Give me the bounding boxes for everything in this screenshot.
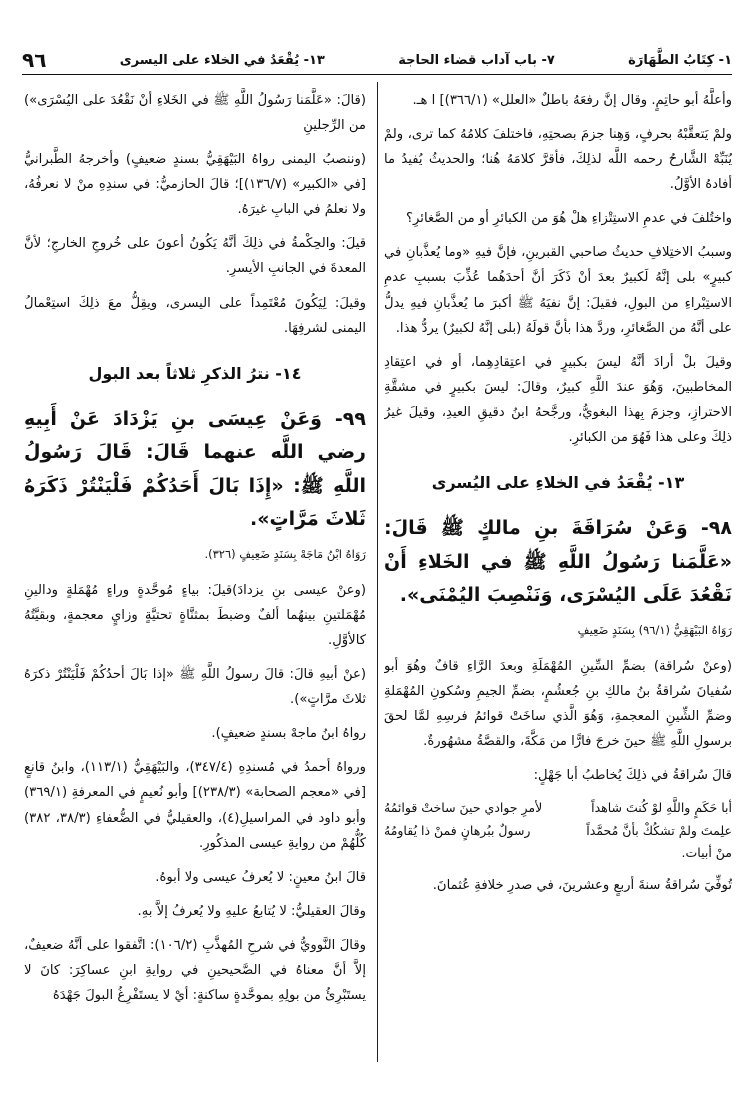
paragraph: وسببُ الاختِلافِ حديثُ صاحبي القبرينِ، فإنَّ فيهِ «وما يُعذَّبانِ في كبيرٍ» بلى إنَّهُ لَكبيرٌ بعدَ أنْ ذَكَرَ أنَّ أحدَهُما عُذِّبَ بسببِ عدمِ الاستِبْراءِ من البولِ، فقيلَ: إنَّ نفيَهُ ﷺ أكبرَ ما يُعذَّبانِ فيهِ يدلُّ على أنَّهُ من الصَّغائرِ، وردَّ هذا بأنَّ قولَهُ (بلى إنَّهُ لكبيرٌ) يردُّ هذا. (384, 245, 732, 336)
paragraph: (قالَ: «عَلَّمَنا رَسُولُ اللَّهِ ﷺ في الخَلاءِ أنْ نَقْعُدَ على اليُسْرَى») من الرِّجلينِ (24, 93, 366, 134)
header-section: ٧- باب آداب قضاء الحاجة (398, 52, 555, 68)
paragraph: قالَ سُراقةُ في ذلِكَ يُخاطبُ أبا جَهْلٍ: (533, 768, 732, 784)
hadith-text: ٩٨- وَعَنْ سُرَاقَةَ بنِ مالكٍ ﷺ قَالَ: «عَلَّمَنا رَسُولُ اللَّهِ ﷺ في الخَلاءِ أَنْ نَقْعُدَ عَلَى اليُسْرَى، وَنَنْصِبَ اليُمْنَى». (384, 517, 732, 606)
poem-verse (384, 797, 732, 820)
poem-hemistich: علِمتَ ولمْ تشكُكْ بأنَّ مُحمَّداً (586, 822, 732, 838)
paragraph: (وعنْ سُراقة) بضمِّ السِّينِ المُهْمَلَةِ وبعدَ الرَّاءِ قافٌ وهُوَ أبو سُفيانَ سُراقةُ بنُ مالكِ بنِ جُعشُمٍ، بضمِّ الجيمِ وسُكونِ المُهْمَلةِ وضمِّ الشِّينِ المعجمةِ، وَهُوَ الَّذي ساخَتْ قوائمُ فرسِهِ لمَّا لحقَ برسولِ اللَّهِ ﷺ حينَ خرجَ فارًّا من مَكَّةَ، والقصَّةُ مشهُورةٌ. (384, 659, 732, 750)
paragraph: وقيلَ: لِيَكُونَ مُعْتَمِداً على اليسرى، ويقِلُّ معَ ذلِكَ استِعْمالُ اليمنى لشرفِهَا. (24, 295, 366, 336)
paragraph: ورواهُ أحمدُ في مُسندِهِ (٣٤٧/٤)، والبَيْهَقِيُّ (١١٣/١)، وابنُ قانعٍ [في «معجم الصحابة» (٢٣٨/٣)] وأبو نُعيمٍ في المعرفةِ (٣٦٩/١) وأبو داود في المراسيلِ(٤)، والعقيليُّ في الضُّعفاءِ (٣٨/٣، ٣٨٢) كُلُّهُمْ من روايةِ عيسى المذكُورِ. (24, 760, 366, 851)
right-column (384, 88, 732, 1060)
paragraph: ولمْ يَتعقَّبْهُ بحرفٍ، وَهِنا جزمَ بصحتِهِ، فاختلفَ كلامُهُ كما ترى، ولمْ يُنَبِّهْ الشَّارحُ رحمه اللَّه لذلِكَ، فأقرَّ كلامَهُ هُنا؛ والحديثُ يُفيدُ ما أفادهُ الأوَّلُ. (384, 127, 732, 193)
poem-hemistich: لأمرِ جوادي حينَ ساختْ قوائمُهُ (384, 800, 543, 816)
column-divider (377, 82, 378, 1062)
paragraph: وقيلَ بلْ أرادَ أنَّهُ ليسَ بكبيرٍ في اعتِقادِهِما، أو في اعتِقادِ المخاطبينَ، وَهُوَ عندَ اللَّهِ كبيرٌ، وقالَ: ليسَ بكبيرٍ في مشقَّةِ الاحترازِ، وجزمَ بِهذا البغويُّ، ورجَّحهُ ابنُ دقيقِ العيدِ، وقيلَ غيرُ ذلِكَ وعلى هذا فَهُوَ من الكبائرِ. (384, 354, 732, 445)
paragraph: (عنْ أبيهِ قالَ: قالَ رسولُ اللَّهِ ﷺ «إذا بَالَ أحدُكُمْ فَلْيَنْتُرْ ذكرَهُ ثلاثَ مرَّاتٍ»). (24, 667, 366, 708)
poem-hemistich: رسولٌ ببُرهانٍ فمنْ ذا يُقاومُهُ (384, 822, 531, 838)
running-header (22, 46, 732, 75)
paragraph: (وننصبُ اليمنى رواهُ البَيْهَقِيُّ بسندٍ ضعيفٍ) وأخرجهُ الطَّبرانيُّ [في «الكبير» (١٣٦/٧)]؛ قالَ الحازميُّ: في سندِهِ منْ لا نعرفُهُ، ولا نعلمُ في البابِ غيرَهُ. (24, 152, 366, 218)
paragraph: وقالَ العقيليُّ: لا يُتابعُ عليهِ ولا يُعرفُ إلاَّ بهِ. (137, 903, 366, 919)
poem-note: منْ أبيات. (681, 845, 732, 861)
header-chapter: ١- كِتَابُ الطَّهَارَة (628, 52, 732, 68)
section-title: ١٣- يُقْعَدُ في الخلاءِ على اليُسرى (431, 473, 685, 493)
header-topic: ١٣- يُقْعَدُ في الخلاء على اليسرى (119, 52, 325, 68)
hadith-source: رَوَاهُ ابْنُ مَاجَهْ بِسَنَدٍ ضَعِيفٍ (٣٢٦). (204, 547, 366, 562)
page-number: ٩٦ (22, 48, 47, 72)
paragraph: وأعلَّهُ أبو حاتِمٍ. وقال إنَّ رفعَهُ باطلٌ «العلل» (٣٦٦/١)] ا هـ. (412, 93, 732, 108)
poem-verse (384, 820, 732, 843)
hadith-source: رَوَاهُ البَيْهَقِيُّ (٩٦/١) بِسَنَدٍ ضَعِيفٍ (577, 623, 732, 638)
poem (384, 797, 732, 865)
section-title: ١٤- نترُ الذكرِ ثلاثاً بعد البول (88, 363, 302, 383)
hadith-text: ٩٩- وَعَنْ عِيسَى بنِ يَزْدَادَ عَنْ أَبِيهِ رضي اللَّه عنهما قَالَ: قَالَ رَسُولُ اللَّهِ ﷺ: «إِذَا بَالَ أَحَدُكُمْ فَلْيَنْتُرْ ذَكَرَهُ ثَلاثَ مَرَّاتٍ». (24, 408, 366, 530)
poem-hemistich: أبا حَكَمٍ واللَّهِ لوْ كُنتَ شاهداً (591, 800, 732, 816)
paragraph: رواهُ ابنُ ماجهْ بسندٍ ضعيفٍ). (211, 726, 366, 742)
paragraph: تُوفِّيَ سُراقةُ سنةَ أربعٍ وعشرينَ، في صدرِ خلافةِ عُثمانَ. (432, 877, 732, 893)
paragraph: (وعنْ عيسى بنِ يزدادَ)قيلَ: بياءٍ مُوحَّدةٍ وراءٍ مُهْمَلةٍ ودالينِ مُهْمَلتينِ بينهُما ألفٌ وضبطَ بمثنَّاةٍ تحتيَّةٍ وزايٍ معجمةٍ، وبقيَّتُهُ كالأوَّلِ. (24, 582, 366, 649)
paragraph: قالَ ابنُ معينٍ: لا يُعرفُ عيسى ولا أبوهُ. (155, 869, 366, 885)
paragraph: واختُلفَ في عدمِ الاستِتْزاءِ هلْ هُوَ من الكبائرِ أو من الصَّغائرِ؟ (406, 211, 732, 227)
paragraph: وقالَ النَّوويُّ في شرحِ المُهذَّبِ (١٠٦/٢): اتَّفقوا على أنَّهُ ضعيفٌ، إلاَّ أنَّ معناهُ في الصَّحيحينِ في روايةِ ابنِ عساكِرَ: كانَ لا يستَبْرِئُ من بولِهِ بموحَّدةٍ ساكنةٍ: أيْ لا يستَفْرِغُ البولَ جَهْدَهُ (24, 937, 366, 1004)
left-column (24, 88, 366, 1060)
paragraph: قيلَ: والحِكْمةُ في ذلِكَ أنَّهُ يَكُونُ أعونَ على خُروجِ الخارجِ؛ لأنَّ المعدةَ في الجانبِ الأيسرِ. (24, 236, 366, 277)
